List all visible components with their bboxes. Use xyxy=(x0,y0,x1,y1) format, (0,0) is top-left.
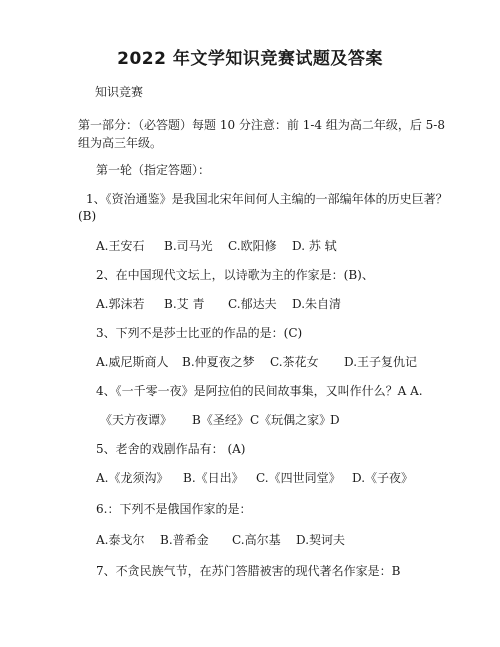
option-b: B.司马光 xyxy=(164,239,213,253)
option-b: B.普希金 xyxy=(160,533,209,547)
option-b: B《圣经》 xyxy=(192,413,249,427)
option-b: B.艾 青 xyxy=(164,297,205,311)
option-d: D. 苏 轼 xyxy=(292,239,337,253)
option-d: D.朱自清 xyxy=(292,297,342,311)
question-7: 7、不贪民族气节，在苏门答腊被害的现代著名作家是：B xyxy=(96,564,401,578)
question-5: 5、老舍的戏剧作品有： (A) xyxy=(96,442,246,456)
option-a: A.王安石 xyxy=(96,239,145,253)
question-1-line1: 1、《资治通鉴》是我国北宋年间何人主编的一部编年体的历史巨著？ xyxy=(86,192,448,206)
option-a: A.郭沫若 xyxy=(96,297,145,311)
question-4: 4、《一千零一夜》是阿拉伯的民间故事集，又叫作什么？A A. xyxy=(96,384,423,398)
option-a: A.泰戈尔 xyxy=(96,533,145,547)
part-intro-line2: 组为高三年级。 xyxy=(78,136,163,150)
option-c: C.《四世同堂》 xyxy=(256,471,341,485)
option-c: C《玩偶之家》 xyxy=(250,413,332,427)
document-title: 2022 年文学知识竞赛试题及答案 xyxy=(117,49,383,69)
question-6-options xyxy=(96,532,456,548)
option-d: D.契诃夫 xyxy=(296,533,346,547)
question-1-line2: (B) xyxy=(78,209,97,223)
option-b: B.《日出》 xyxy=(183,471,244,485)
question-3: 3、下列不是莎士比亚的作品的是：(C) xyxy=(96,326,303,340)
question-6: 6.：下列不是俄国作家的是： xyxy=(96,502,252,516)
round-title: 第一轮（指定答题）： xyxy=(96,163,211,177)
question-4-options xyxy=(100,412,460,428)
option-c: C.欧阳修 xyxy=(228,239,277,253)
option-d: D.王子复仇记 xyxy=(344,355,418,369)
question-1-options xyxy=(96,238,456,254)
question-2: 2、在中国现代文坛上，以诗歌为主的作家是：(B)、 xyxy=(96,268,374,282)
option-c: C.高尔基 xyxy=(232,533,281,547)
option-b: B.仲夏夜之梦 xyxy=(182,355,255,369)
question-2-options xyxy=(96,296,456,312)
option-d: D.《子夜》 xyxy=(352,471,414,485)
option-d: D xyxy=(330,413,340,427)
option-c: C.郁达夫 xyxy=(228,297,277,311)
subtitle: 知识竞赛 xyxy=(95,85,144,99)
question-3-options xyxy=(96,354,476,370)
option-a: 《天方夜谭》 xyxy=(100,413,173,427)
option-a: A.《龙须沟》 xyxy=(96,471,169,485)
part-intro-line1: 第一部分：（必答题）每题 10 分注意：前 1-4 组为高二年级，后 5-8 xyxy=(78,118,445,132)
option-c: C.茶花女 xyxy=(270,355,319,369)
question-5-options xyxy=(96,470,476,486)
option-a: A.威尼斯商人 xyxy=(96,355,169,369)
